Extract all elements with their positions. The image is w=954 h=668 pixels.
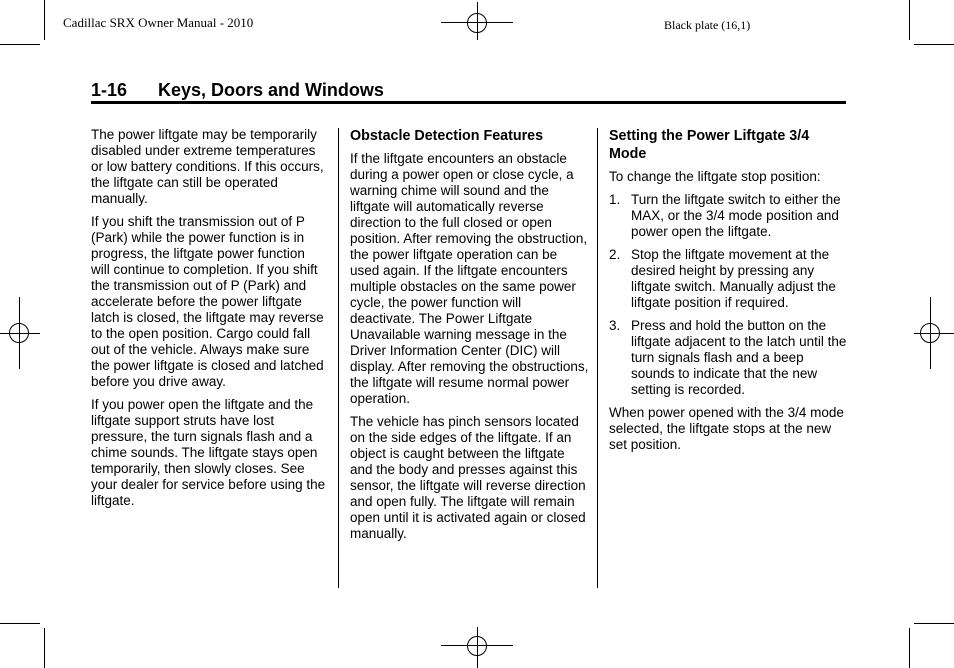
step-text: Stop the liftgate movement at the desired height by pressing any liftgate switch. Manually adjust the liftgate position if required. bbox=[631, 247, 836, 310]
column-divider-1 bbox=[338, 128, 339, 588]
document-title: Cadillac SRX Owner Manual - 2010 bbox=[63, 15, 254, 30]
paragraph: If the liftgate encounters an obstacle during a power open or close cycle, a warning chime will sound and the liftgate will automatically reverse direction to the full closed or open position. After removing the obstruction, the power liftgate operation can be used again. If the liftgate encounters multiple obstacles on the same power cycle, the power function will deactivate. The Power Liftgate Unavailable warning message in the Driver Information Center (DIC) will display. After removing the obstructions, the liftgate will resume normal power operation. bbox=[350, 151, 589, 406]
column-divider-2 bbox=[597, 128, 598, 588]
step-text: Turn the liftgate switch to either the MAX, or the 3/4 mode position and power open the liftgate. bbox=[631, 192, 841, 239]
paragraph: If you power open the liftgate and the liftgate support struts have lost pressure, the turn signals flash and a chime sounds. The liftgate stays open temporarily, then slowly closes. See your dealer for service before using the liftgate. bbox=[91, 397, 326, 508]
crop-mark-top-left-horizontal bbox=[0, 44, 40, 45]
crop-mark-bottom-left-horizontal bbox=[0, 623, 40, 624]
section-heading bbox=[91, 80, 384, 101]
column-2 bbox=[350, 127, 590, 549]
subheading-three-quarter-mode: Setting the Power Liftgate 3/4 Mode bbox=[609, 128, 810, 162]
steps-list bbox=[609, 192, 849, 398]
list-item bbox=[609, 318, 849, 398]
paragraph: The vehicle has pinch sensors located on the side edges of the liftgate. If an object is caught between the liftgate and the body and presses against this sensor, the liftgate will reverse direction and open fully. The liftgate will remain open until it is activated again or closed manually. bbox=[350, 414, 586, 541]
column-1 bbox=[91, 127, 327, 516]
step-text: Press and hold the button on the liftgate adjacent to the latch until the turn signals flash and a beep sounds to indicate that the new setting is recorded. bbox=[631, 318, 847, 397]
crop-mark-top-right-horizontal bbox=[914, 44, 954, 45]
crop-mark-top-left-vertical bbox=[44, 0, 45, 40]
paragraph: If you shift the transmission out of P (Park) while the power function is in progress, the liftgate power function will continue to completion. If you shift the transmission out of P (Park) and accelerate before the power liftgate latch is closed, the liftgate may reverse to the open position. Cargo could fall out of the vehicle. Always make sure the power liftgate is closed and latched before you drive away. bbox=[91, 214, 324, 389]
crop-mark-bottom-right-vertical bbox=[909, 628, 910, 668]
list-item bbox=[609, 192, 849, 240]
subheading-obstacle-detection: Obstacle Detection Features bbox=[350, 128, 544, 144]
list-item bbox=[609, 247, 849, 311]
step-number: 2. bbox=[609, 247, 621, 262]
crop-mark-bottom-right-horizontal bbox=[914, 623, 954, 624]
plate-label: Black plate (16,1) bbox=[664, 18, 751, 32]
step-number: 3. bbox=[609, 318, 621, 333]
crop-mark-top-right-vertical bbox=[909, 0, 910, 40]
paragraph: To change the liftgate stop position: bbox=[609, 169, 821, 184]
column-3 bbox=[609, 127, 849, 460]
crop-mark-bottom-left-vertical bbox=[44, 628, 45, 668]
paragraph: When power opened with the 3/4 mode selected, the liftgate stops at the new set position. bbox=[609, 405, 844, 452]
section-title: Keys, Doors and Windows bbox=[158, 80, 384, 100]
step-number: 1. bbox=[609, 192, 621, 207]
paragraph: The power liftgate may be temporarily disabled under extreme temperatures or low battery conditions. If this occurs, the liftgate can still be operated manually. bbox=[91, 127, 324, 206]
section-number: 1-16 bbox=[91, 80, 128, 100]
section-rule bbox=[91, 101, 846, 104]
